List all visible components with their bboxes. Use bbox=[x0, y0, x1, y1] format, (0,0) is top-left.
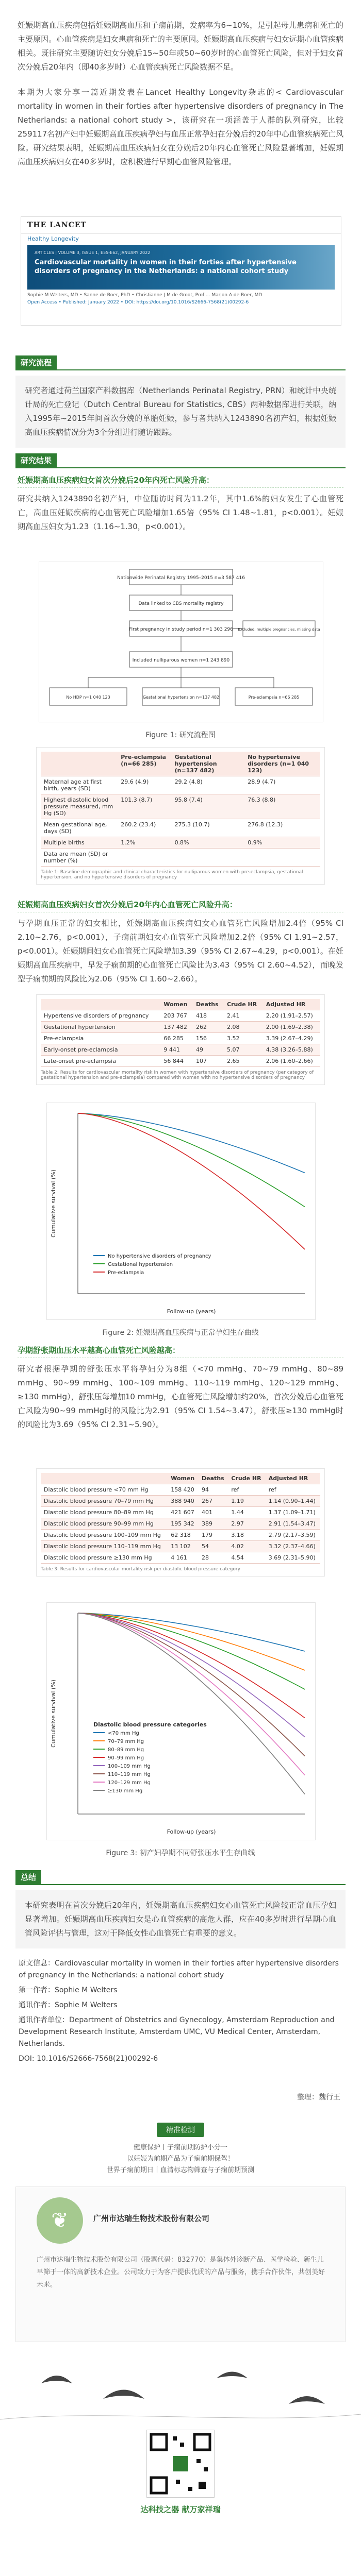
table-3-cell: Diastolic blood pressure <70 mm Hg bbox=[41, 1484, 168, 1496]
table-2-cell: 49 bbox=[193, 1044, 224, 1056]
table-3-cell: 3.69 (2.31–5.90) bbox=[266, 1552, 320, 1564]
survival-curve bbox=[78, 1613, 305, 1689]
table-3-cell: ref bbox=[266, 1484, 320, 1496]
legend-label: ≥130 mm Hg bbox=[108, 1788, 143, 1794]
leaf-icon: ❦ bbox=[51, 2209, 69, 2232]
intro-paragraph-2: 本期为大家分享一篇近期发表在Lancet Healthy Longevity杂志的< Cardiovascular mortality in women in their forties after hypertensive disorders of pregnancy in The Netherlands: a national cohort study >，该研究在一项涵盖于人群的队列研究，比较259117名初产妇中妊娠期高血压疾病孕妇与血压正常孕妇在分娩后约20年中心血管疾病死亡风险。研究结果表明，妊娠期高血压疾病妇女在分娩后20年内心血管死亡风险显著增加，妊娠期高血压疾病妇女在40多岁时，应积极进行早期心血管风险管理。 bbox=[18, 88, 343, 166]
legend-label: 70–79 mm Hg bbox=[108, 1739, 144, 1744]
table-3-cell: ref bbox=[228, 1484, 265, 1496]
footer-line-3: 世界子痫前期日丨血清标志物筛查与子痫前期预测 bbox=[106, 2166, 254, 2174]
flowchart-svg bbox=[39, 562, 323, 722]
table-3-cell: 421 607 bbox=[168, 1507, 199, 1518]
table-1-cell: 28.9 (4.7) bbox=[244, 776, 320, 794]
table-2-cell: 2.06 (1.60–2.66) bbox=[263, 1056, 320, 1067]
table-2-cell: 418 bbox=[193, 1010, 224, 1022]
table-1-header-cell: Gestational hypertension (n=137 482) bbox=[172, 752, 245, 776]
table-3-cell: 158 420 bbox=[168, 1484, 199, 1496]
company-desc: 广州市达瑞生物技术股份有限公司（股票代码：832770）是集体外诊断产品、医学检验、新生儿早筛于一体的高新技术企业。公司致力于为客户提供优质的产品与服务，携手合作伙伴，共创美好未来。 bbox=[37, 2256, 325, 2289]
qr-caption: 达科技之器 献万家祥瑞 bbox=[140, 2505, 221, 2514]
table-2-cell: 107 bbox=[193, 1056, 224, 1067]
footer-promo bbox=[0, 2123, 361, 2576]
table-2-grid bbox=[41, 999, 320, 1067]
table-3-cell: 54 bbox=[199, 1541, 228, 1552]
article-banner bbox=[27, 245, 335, 290]
table-1-header-cell: No hypertensive disorders (n=1 040 123) bbox=[244, 752, 320, 776]
flow-box-5-text: Included nulliparous women n=1 243 890 bbox=[132, 658, 230, 663]
table-2-cell: Hypertensive disorders of pregnancy bbox=[41, 1010, 160, 1022]
table-1-cell: 1.2% bbox=[118, 837, 171, 849]
ref-title: 原文信息：Cardiovascular mortality in women in their forties after hypertensive disorders of pregnancy in the Netherlands: a national cohort study bbox=[19, 1959, 339, 1979]
table-3-cell: 94 bbox=[199, 1484, 228, 1496]
subtitle-2: 妊娠期高血压疾病妇女首次分娩后20年内心血管死亡风险升高： bbox=[18, 899, 343, 912]
table-2-row bbox=[41, 1044, 320, 1056]
table-1-cell: 29.6 (4.9) bbox=[118, 776, 171, 794]
ref-first-author: 第一作者：Sophie M Welters bbox=[19, 1986, 118, 1994]
table-3-header-cell bbox=[41, 1473, 168, 1484]
y-axis-label: Cumulative survival (%) bbox=[50, 1680, 57, 1748]
legend-title: Diastolic blood pressure categories bbox=[93, 1721, 207, 1728]
table-3-row bbox=[41, 1496, 320, 1507]
intro bbox=[0, 19, 361, 169]
conclusion-tag: 总结 bbox=[15, 1870, 41, 1884]
journal-header-image bbox=[21, 216, 341, 326]
decorative-swallows bbox=[0, 2352, 361, 2425]
conclusion-text: 本研究表明在首次分娩后20年内，妊娠期高血压疾病妇女心血管死亡风险较正常血压孕妇显著增加。妊娠期高血压疾病妇女是心血管疾病的高危人群，应在40多岁时进行早期心血管风险评估与管理，这对于降低女性心血管死亡有重要的意义。 bbox=[25, 1901, 336, 1938]
table-3-cell: 1.37 (1.09–1.71) bbox=[266, 1507, 320, 1518]
table-1-row bbox=[41, 776, 320, 794]
table-2-header-cell bbox=[41, 999, 160, 1010]
table-3-header-cell: Crude HR bbox=[228, 1473, 265, 1484]
table-3-cell: 2.97 bbox=[228, 1518, 265, 1530]
table-2-cell: Early-onset pre-eclampsia bbox=[41, 1044, 160, 1056]
flow-box-2-text: Data linked to CBS mortality registry bbox=[138, 601, 224, 606]
table-3-cell: 2.79 (2.17–3.59) bbox=[266, 1530, 320, 1541]
table-1-cell: 0.9% bbox=[244, 837, 320, 849]
table-3-row bbox=[41, 1518, 320, 1530]
lancet-logo-text: THE LANCET bbox=[27, 221, 87, 229]
table-3-cell: 267 bbox=[199, 1496, 228, 1507]
table-3-cell: 401 bbox=[199, 1507, 228, 1518]
table-2-cell: 3.52 bbox=[224, 1033, 263, 1044]
flow-box-1-text: Nationwide Perinatal Registry 1995–2015 n=3 587 416 bbox=[117, 575, 245, 581]
table-3-cell: 2.91 (1.54–3.47) bbox=[266, 1518, 320, 1530]
x-axis-label: Follow-up (years) bbox=[167, 1308, 216, 1315]
table-3-cell: 388 940 bbox=[168, 1496, 199, 1507]
figure-2-survival-chart bbox=[46, 1103, 316, 1320]
article-meta: ARTICLES | VOLUME 3, ISSUE 1, E55-E62, JANUARY 2022 bbox=[35, 250, 151, 255]
table-1-cell bbox=[244, 849, 320, 867]
figure-3-survival-chart bbox=[46, 1602, 316, 1840]
table-2-cell: 137 482 bbox=[160, 1022, 193, 1033]
table-3-header-cell: Deaths bbox=[199, 1473, 228, 1484]
references bbox=[19, 1958, 342, 2068]
figure-3-svg bbox=[47, 1603, 315, 1840]
legend-label: 80–89 mm Hg bbox=[108, 1747, 144, 1753]
table-2-cell: 2.65 bbox=[224, 1056, 263, 1067]
table-2-cell: 9 441 bbox=[160, 1044, 193, 1056]
table-1-cell: 76.3 (8.8) bbox=[244, 794, 320, 819]
figure-3-caption: Figure 3: 初产妇孕期不同舒张压水平生存曲线 bbox=[106, 1849, 255, 1857]
subtitle-1-text: 研究共纳入1243890名初产妇，中位随访时间为11.2年，其中1.6%的妇女发生了心血管死亡，高血压妊娠疾病的心血管死亡风险增加1.65倍（95% CI 1.48~1.81，p<0.001）。妊娠期高血压妇女为1.23（1.16~1.30，p<0.001）。 bbox=[18, 494, 343, 531]
figure-2-svg bbox=[47, 1103, 315, 1319]
survival-curve bbox=[78, 1113, 305, 1249]
flow-box-3-text: First pregnancy in study period n=1 303 296 bbox=[129, 627, 233, 632]
table-3-header-cell: Adjusted HR bbox=[266, 1473, 320, 1484]
table-1-cell: 29.2 (4.8) bbox=[172, 776, 245, 794]
table-3-cell: Diastolic blood pressure 80–89 mm Hg bbox=[41, 1507, 168, 1518]
table-2-cell: 5.07 bbox=[224, 1044, 263, 1056]
subtitle-2-text: 与孕期血压正常的妇女相比，妊娠期高血压疾病妇女心血管死亡风险增加2.4倍（95% CI 2.10~2.76，p<0.001），子痫前期妇女心血管死亡风险增加2.2倍（95% CI 1.91~2.57，p<0.001）。妊娠期间妇女心血管死亡风险增加3.39（95% CI 2.67~4.29，p<0.001）。在妊娠期高血压疾病中，早发子痫前期的心血管死亡风险比为3.43（95% CI 2.60~4.52），而晚发型子痫前期的风险比为2.06（95% CI 1.60~2.66）。 bbox=[18, 919, 343, 984]
table-1-header-cell bbox=[41, 752, 118, 776]
x-axis-label: Follow-up (years) bbox=[167, 1828, 216, 1835]
table-1-cell: Highest diastolic blood pressure measured, mm Hg (SD) bbox=[41, 794, 118, 819]
legend-label: 120–129 mm Hg bbox=[108, 1780, 151, 1786]
table-2-cell: Gestational hypertension bbox=[41, 1022, 160, 1033]
table-1-caption: Table 1: Baseline demographic and clinical characteristics for nulliparous women with pre-eclampsia, gestational hypertension, and no hypertensive disorders of pregnancy bbox=[41, 870, 303, 880]
subtitle-3: 孕期舒张期血压水平越高心血管死亡风险越高： bbox=[18, 1345, 343, 1358]
table-1-cell: Maternal age at first birth, years (SD) bbox=[41, 776, 118, 794]
article-open-access: Open Access • Published: January 2022 • DOI: https://doi.org/10.1016/S2666-7568(21)00292-6 bbox=[27, 300, 249, 305]
table-2-cell: 2.08 bbox=[224, 1022, 263, 1033]
figure-2-caption: Figure 2: 妊娠期高血压疾病与正常孕妇生存曲线 bbox=[102, 1329, 259, 1337]
table-3-cell: Diastolic blood pressure ≥130 mm Hg bbox=[41, 1552, 168, 1564]
results-section bbox=[0, 453, 361, 534]
table-1-cell: 275.3 (10.7) bbox=[172, 819, 245, 837]
figure-1-caption: Figure 1: 研究流程图 bbox=[145, 731, 216, 739]
survival-curve bbox=[78, 1113, 305, 1173]
legend-label: Pre-eclampsia bbox=[108, 1270, 144, 1276]
legend-label: Gestational hypertension bbox=[108, 1262, 173, 1267]
flow-box-7-text: Gestational hypertension n=137 482 bbox=[142, 695, 220, 700]
flow-box-6-text: No HDP n=1 040 123 bbox=[66, 695, 110, 700]
table-2-row bbox=[41, 1010, 320, 1022]
table-2-cell: 3.39 (2.67–4.29) bbox=[263, 1033, 320, 1044]
table-3-cell: 62 318 bbox=[168, 1530, 199, 1541]
table-3-cell: Diastolic blood pressure 100–109 mm Hg bbox=[41, 1530, 168, 1541]
table-2-cell: 56 844 bbox=[160, 1056, 193, 1067]
legend-label: <70 mm Hg bbox=[108, 1731, 139, 1736]
article-title: Cardiovascular mortality in women in their forties after hypertensive disorders of pregnancy in the Netherlands: a national cohort study bbox=[35, 259, 297, 275]
table-1-cell bbox=[172, 849, 245, 867]
qr-code bbox=[146, 2430, 215, 2498]
table-1-cell: Data are mean (SD) or number (%) bbox=[41, 849, 118, 867]
flow-box-8-text: Pre-eclampsia n=66 285 bbox=[248, 695, 300, 700]
table-2-header-cell: Crude HR bbox=[224, 999, 263, 1010]
legend-label: 90–99 mm Hg bbox=[108, 1755, 144, 1761]
table-3-row bbox=[41, 1541, 320, 1552]
table-3-header-cell: Women bbox=[168, 1473, 199, 1484]
table-3-cell: 4 161 bbox=[168, 1552, 199, 1564]
footer-line-1: 健康保护丨子痫前期防护小分一 bbox=[133, 2144, 227, 2151]
table-3-cell: 1.44 bbox=[228, 1507, 265, 1518]
survival-curve bbox=[78, 1113, 305, 1207]
table-1-row bbox=[41, 819, 320, 837]
table-3-cell: Diastolic blood pressure 110–119 mm Hg bbox=[41, 1541, 168, 1552]
results-tag: 研究结果 bbox=[15, 453, 57, 467]
table-1-row bbox=[41, 837, 320, 849]
table-2-header-cell: Adjusted HR bbox=[263, 999, 320, 1010]
company-card bbox=[15, 2187, 346, 2342]
table-3-cell: 3.18 bbox=[228, 1530, 265, 1541]
subtitle-3-text: 研究者根据孕期的舒张压水平将孕妇分为8组（<70 mmHg、70~79 mmHg、80~89 mmHg、90~99 mmHg、100~109 mmHg、110~119 mmHg、120~129 mmHg、≥130 mmHg），舒张压每增加10 mmHg，心血管死亡风险增加约20%，首次分娩后心血管死亡风险为90~99 mmHg时的风险比为2.91（95% CI 1.54~3.47），舒张压≥130 mmHg时的风险比为3.69（95% CI 2.31~5.90）。 bbox=[18, 1364, 343, 1429]
company-name: 广州市达瑞生物技术股份有限公司 bbox=[93, 2214, 210, 2223]
subtitle-1: 妊娠期高血压疾病妇女首次分娩后20年内死亡风险升高： bbox=[18, 474, 343, 488]
table-2-header-cell: Women bbox=[160, 999, 193, 1010]
table-3-grid bbox=[41, 1473, 320, 1564]
table-1-cell: 260.2 (23.4) bbox=[118, 819, 171, 837]
results-subsection-2 bbox=[0, 899, 361, 986]
table-1-row bbox=[41, 849, 320, 867]
process-divider bbox=[15, 369, 346, 370]
table-3-cell: 389 bbox=[199, 1518, 228, 1530]
editor-credit: 整理：魏行王 bbox=[297, 2093, 340, 2102]
footer-banner: 精准检测 bbox=[157, 2123, 204, 2137]
table-2-cell: Late-onset pre-eclampsia bbox=[41, 1056, 160, 1067]
company-logo bbox=[37, 2197, 83, 2244]
table-2-cell: 66 285 bbox=[160, 1033, 193, 1044]
table-3-cell: 1.19 bbox=[228, 1496, 265, 1507]
table-3-row bbox=[41, 1552, 320, 1564]
legend-label: No hypertensive disorders of pregnancy bbox=[108, 1253, 211, 1259]
conclusion-divider bbox=[15, 1884, 346, 1885]
table-3-row bbox=[41, 1507, 320, 1518]
table-1-cell: 0.8% bbox=[172, 837, 245, 849]
process-tag: 研究流程 bbox=[15, 355, 57, 369]
legend-label: 110–119 mm Hg bbox=[108, 1772, 151, 1777]
process-section bbox=[0, 355, 361, 448]
qr-code-icon bbox=[147, 2430, 214, 2497]
table-1-row bbox=[41, 794, 320, 819]
table-3-row bbox=[41, 1484, 320, 1496]
table-3-cell: 28 bbox=[199, 1552, 228, 1564]
table-1-cell bbox=[118, 849, 171, 867]
flow-box-4-text: Excluded: multiple pregnancies, missing data bbox=[238, 628, 320, 632]
table-3-cell: 4.54 bbox=[228, 1552, 265, 1564]
table-2-header-cell: Deaths bbox=[193, 999, 224, 1010]
table-3-cell: Diastolic blood pressure 70–79 mm Hg bbox=[41, 1496, 168, 1507]
results-subsection-3 bbox=[0, 1345, 361, 1432]
table-2-cell: 2.41 bbox=[224, 1010, 263, 1022]
table-3-cell: 13 102 bbox=[168, 1541, 199, 1552]
table-2-cell: 2.00 (1.69–2.38) bbox=[263, 1022, 320, 1033]
table-2-row bbox=[41, 1056, 320, 1067]
table-2-row bbox=[41, 1033, 320, 1044]
figure-1-flowchart bbox=[39, 562, 323, 722]
ref-affiliation: 通讯作者单位：Department of Obstetrics and Gynecology, Amsterdam Reproduction and Development Research Institute, Amsterdam UMC, VU Medical Center, Amsterdam, Netherlands. bbox=[19, 2016, 335, 2048]
table-3-cell: 4.02 bbox=[228, 1541, 265, 1552]
table-2-cell: 2.20 (1.91–2.57) bbox=[263, 1010, 320, 1022]
process-text: 研究者通过荷兰国家产科数据库（Netherlands Perinatal Registry, PRN）和统计中央统计局的死亡登记（Dutch Central Bureau for Statistics, CBS）两种数据库进行关联，纳入1995年~2015年间首次分娩的单胎妊娠，参与者共纳入1243890名初产妇，根据妊娠高血压疾病情况分为3个分组进行随访跟踪。 bbox=[25, 386, 336, 437]
journal-subname: Healthy Longevity bbox=[27, 235, 79, 242]
y-axis-label: Cumulative survival (%) bbox=[50, 1170, 57, 1238]
table-2 bbox=[36, 994, 325, 1085]
ref-corr-author: 通讯作者：Sophie M Welters bbox=[19, 2001, 118, 2009]
table-3-caption: Table 3: Results for cardiovascular mortality risk per diastolic blood pressure category bbox=[41, 1567, 240, 1572]
table-2-cell: Pre-eclampsia bbox=[41, 1033, 160, 1044]
table-1-cell: Mean gestational age, days (SD) bbox=[41, 819, 118, 837]
table-3-cell: 3.32 (2.37–4.66) bbox=[266, 1541, 320, 1552]
table-3-row bbox=[41, 1530, 320, 1541]
table-1-grid bbox=[41, 752, 320, 867]
intro-paragraph-1: 妊娠期高血压疾病包括妊娠期高血压和子痫前期，发病率为6~10%，是引起母儿患病和死亡的主要原因。心血管疾病是妇女患病和死亡的主要原因。妊娠期高血压疾病与妇女远期心血管疾病相关。既往研究主要随访妇女分娩后15~50年或50~60岁时的心血管死亡风险，但对于妇女首次分娩后20年内（即40多岁时）心血管疾病死亡风险数据不足。 bbox=[18, 21, 343, 72]
legend-label: 100–109 mm Hg bbox=[108, 1764, 151, 1769]
conclusion-section bbox=[0, 1870, 361, 1948]
table-2-caption: Table 2: Results for cardiovascular mortality risk in women with hypertensive disorders of pregnancy (per category of gestational hypertension and pre-eclampsia) compared with women with no hypertensive disorders of pregnancy bbox=[41, 1070, 314, 1080]
table-1-cell: 276.8 (12.3) bbox=[244, 819, 320, 837]
table-1 bbox=[36, 747, 325, 885]
table-3 bbox=[36, 1468, 325, 1577]
ref-doi: DOI: 10.1016/S2666-7568(21)00292-6 bbox=[19, 2055, 158, 2063]
table-3-cell: 195 342 bbox=[168, 1518, 199, 1530]
table-1-cell: Multiple births bbox=[41, 837, 118, 849]
table-3-cell: Diastolic blood pressure 90–99 mm Hg bbox=[41, 1518, 168, 1530]
swallow-icon bbox=[0, 2352, 361, 2425]
footer-line-2: 以妊娠为前期产品为子痫前期保驾！ bbox=[126, 2155, 234, 2163]
article-authors: Sophie M Welters, MD • Sanne de Boer, PhD • Christianne J M de Groot, Prof ... Marjon A de Boer, MD bbox=[27, 293, 262, 298]
survival-curve bbox=[78, 1613, 305, 1718]
table-3-cell: 179 bbox=[199, 1530, 228, 1541]
table-2-cell: 203 767 bbox=[160, 1010, 193, 1022]
table-2-cell: 156 bbox=[193, 1033, 224, 1044]
table-1-cell: 101.3 (8.7) bbox=[118, 794, 171, 819]
table-1-cell: 95.8 (7.4) bbox=[172, 794, 245, 819]
table-2-row bbox=[41, 1022, 320, 1033]
table-1-header-cell: Pre-eclampsia (n=66 285) bbox=[118, 752, 171, 776]
table-2-cell: 4.38 (3.26–5.88) bbox=[263, 1044, 320, 1056]
table-3-cell: 1.14 (0.90–1.44) bbox=[266, 1496, 320, 1507]
table-2-cell: 262 bbox=[193, 1022, 224, 1033]
